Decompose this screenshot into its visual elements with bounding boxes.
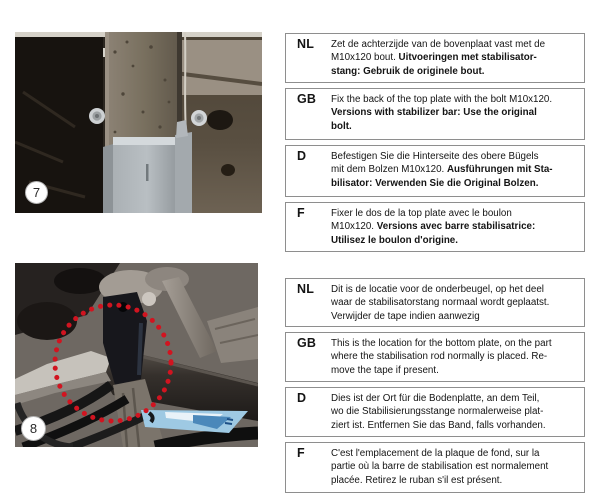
- text-line: Dit is de locatie voor de onderbeugel, op het deel: [331, 284, 544, 295]
- text-line: Dies ist der Ort für die Bodenplatte, an dem Teil,: [331, 393, 540, 404]
- instruction-text: [331, 150, 578, 190]
- text-line: C'est l'emplacement de la plaque de fond, sur la: [331, 448, 540, 459]
- language-code: NL: [297, 282, 315, 296]
- instruction-box-nl: [285, 278, 585, 327]
- text-line: Utilisez le boulon d'origine.: [331, 234, 458, 246]
- bracket-sticker: [146, 164, 149, 181]
- text-line: stang: Gebruik de originele bout.: [331, 65, 485, 77]
- text-line: move the tape if present.: [331, 364, 439, 376]
- text-line: Versions with stabilizer bar: Use the original: [331, 107, 537, 119]
- language-code: F: [297, 446, 305, 460]
- instruction-group-8: [285, 278, 585, 493]
- bracket-right-flange: [175, 132, 192, 213]
- instruction-text: [331, 447, 578, 487]
- text-line: bilisator: Verwenden Sie die Original Bolzen.: [331, 177, 539, 189]
- instruction-box-d: [285, 387, 585, 437]
- language-code: F: [297, 206, 305, 220]
- figure-number: 8: [29, 421, 38, 436]
- photo-figure-8: [15, 263, 258, 447]
- text-line: waar de stabilisatorstang normaal wordt geplaatst.: [331, 297, 550, 309]
- instruction-text: [331, 337, 578, 377]
- bracket-top-edge: [113, 137, 175, 145]
- text-line: bolt.: [331, 120, 352, 132]
- text-line: mit dem Bolzen M10x120. Ausführungen mit Sta-: [331, 164, 553, 176]
- figure-number: 7: [32, 185, 41, 200]
- instruction-text: [331, 283, 578, 323]
- instruction-box-nl: [285, 33, 585, 83]
- instruction-text: [331, 38, 578, 78]
- language-code: GB: [297, 336, 317, 350]
- photo-figure-7: [15, 32, 262, 213]
- instruction-text: [331, 392, 578, 432]
- frame-hole-large: [207, 110, 233, 130]
- dark-arm: [54, 268, 106, 294]
- bolt-right: [191, 110, 207, 126]
- instruction-text: [331, 207, 578, 247]
- bracket-left-face: [103, 144, 113, 213]
- text-line: ziert ist. Entfernen Sie das Band, falls vorhanden.: [331, 419, 546, 431]
- text-line: Befestigen Sie die Hinterseite des obere Bügels: [331, 151, 539, 162]
- frame-hole-small: [221, 164, 235, 176]
- figure-number-badge: [21, 416, 46, 441]
- wire: [185, 32, 186, 132]
- text-line: where the stabilisation rod normally is placed. Re-: [331, 351, 548, 363]
- text-line: placée. Retirez le ruban s'il est présent.: [331, 474, 503, 486]
- text-line: M10x120. Versions avec barre stabilisatrice:: [331, 221, 536, 233]
- text-line: Zet de achterzijde van de bovenplaat vast met de: [331, 39, 546, 50]
- bracket-top-tab: [176, 120, 188, 138]
- text-line: Fixer le dos de la top plate avec le boulon: [331, 208, 512, 219]
- bright-spot: [142, 292, 156, 306]
- photo8-illustration: [15, 263, 258, 447]
- text-line: wo die Stabilisierungsstange normalerweise plat-: [331, 406, 544, 418]
- bracket-edge: [139, 323, 141, 375]
- instruction-box-gb: [285, 332, 585, 382]
- language-code: D: [297, 391, 307, 405]
- beam-left-highlight: [105, 32, 109, 164]
- language-code: NL: [297, 37, 315, 51]
- figure-number-badge: [25, 181, 48, 204]
- instruction-text: [331, 93, 578, 133]
- text-line: Verwijder de tape indien aanwezig: [331, 310, 480, 322]
- text-line: M10x120 bout. Uitvoeringen met stabilisator-: [331, 52, 537, 64]
- instruction-group-7: [285, 33, 585, 252]
- instruction-box-f: [285, 442, 585, 493]
- text-line: partie où la barre de stabilisation est normalement: [331, 461, 549, 473]
- instruction-box-f: [285, 202, 585, 252]
- dark-blob: [17, 302, 77, 340]
- photo7-illustration: [15, 32, 262, 213]
- bolt-left: [89, 108, 105, 124]
- language-code: GB: [297, 92, 317, 106]
- instruction-box-gb: [285, 88, 585, 140]
- language-code: D: [297, 149, 307, 163]
- text-line: Fix the back of the top plate with the bolt M10x120.: [331, 94, 553, 105]
- text-line: This is the location for the bottom plate, on the part: [331, 338, 552, 349]
- instruction-box-d: [285, 145, 585, 197]
- bracket-front-face: [113, 142, 175, 213]
